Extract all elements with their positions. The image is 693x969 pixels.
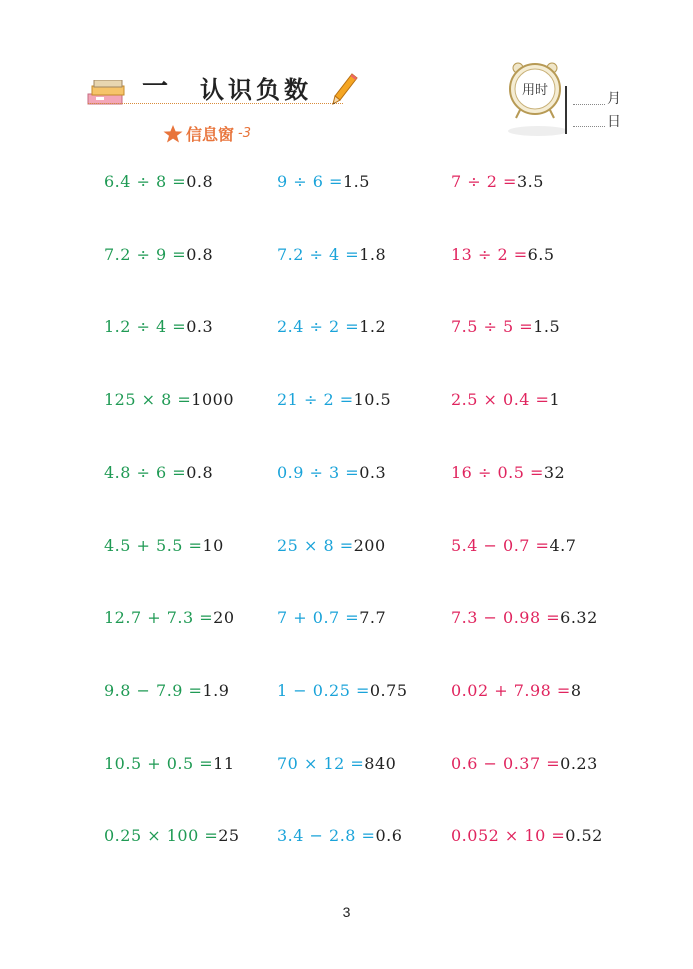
chapter-title: 认识负数 <box>200 76 312 104</box>
problem-question: 0.052 × 10 = <box>451 826 566 846</box>
date-divider <box>565 86 567 134</box>
problem-question: 7.2 ÷ 4 = <box>277 244 360 264</box>
problem-answer: 10.5 <box>353 390 392 410</box>
problem-answer: 25 <box>218 826 240 846</box>
problem-answer: 1.2 <box>359 317 387 337</box>
problem-answer: 0.75 <box>369 680 408 700</box>
problem-answer: 6.32 <box>560 608 598 628</box>
problem-answer: 1.8 <box>359 244 387 264</box>
problem-question: 21 ÷ 2 = <box>277 390 354 410</box>
problem-answer: 1.5 <box>533 317 561 337</box>
problem-answer: 0.8 <box>186 172 214 191</box>
problem-question: 6.4 ÷ 8 = <box>104 172 187 191</box>
problem-item <box>277 463 386 482</box>
problem-answer: 0.3 <box>359 462 387 482</box>
chapter-number: 一 <box>142 72 169 102</box>
problem-item <box>277 608 386 627</box>
problem-answer: 6.5 <box>527 244 555 264</box>
problem-answer: 7.7 <box>359 608 387 628</box>
problem-question: 13 ÷ 2 = <box>451 244 528 264</box>
problem-item <box>104 608 235 627</box>
day-line <box>573 126 605 127</box>
problem-item <box>277 826 402 845</box>
problem-item <box>451 172 544 191</box>
problem-question: 125 × 8 = <box>104 390 192 410</box>
problem-answer: 1000 <box>191 390 235 410</box>
problem-question: 7 + 0.7 = <box>277 608 360 628</box>
problem-question: 0.9 ÷ 3 = <box>277 462 360 482</box>
problem-answer: 0.8 <box>186 244 214 264</box>
problem-item <box>451 681 582 700</box>
problem-question: 0.6 − 0.37 = <box>451 753 561 773</box>
problem-item <box>277 245 386 264</box>
problem-question: 4.5 + 5.5 = <box>104 535 203 555</box>
time-used-label: 用时 <box>521 83 548 98</box>
problem-item <box>104 245 213 264</box>
problem-answer: 11 <box>213 753 235 773</box>
problem-item <box>104 536 224 555</box>
problem-item <box>104 826 240 845</box>
problem-answer: 0.3 <box>186 317 214 337</box>
problem-item <box>451 390 560 409</box>
problem-question: 1.2 ÷ 4 = <box>104 317 187 337</box>
problem-item <box>451 608 598 627</box>
problem-item <box>451 245 555 264</box>
problem-answer: 4.7 <box>549 535 577 555</box>
month-label: 月 <box>607 91 621 107</box>
problem-answer: 0.6 <box>375 826 403 846</box>
problem-answer: 1.9 <box>202 680 230 700</box>
problem-question: 16 ÷ 0.5 = <box>451 462 544 482</box>
problem-answer: 0.52 <box>565 826 603 846</box>
problem-question: 2.4 ÷ 2 = <box>277 317 360 337</box>
title-underline <box>88 103 343 104</box>
problem-answer: 200 <box>353 535 386 555</box>
problem-answer: 1 <box>549 390 561 410</box>
problem-item <box>451 826 603 845</box>
problem-question: 7.2 ÷ 9 = <box>104 244 187 264</box>
problem-question: 1 − 0.25 = <box>277 680 370 700</box>
problem-question: 10.5 + 0.5 = <box>104 753 214 773</box>
problem-question: 9 ÷ 6 = <box>277 172 343 191</box>
day-label: 日 <box>607 114 621 130</box>
info-window-text: 信息窗 <box>186 125 235 144</box>
problem-question: 7.5 ÷ 5 = <box>451 317 534 337</box>
problem-item <box>277 172 370 191</box>
problem-question: 25 × 8 = <box>277 535 354 555</box>
problem-item <box>104 390 234 409</box>
problem-answer: 32 <box>543 462 566 482</box>
date-field <box>565 86 625 134</box>
problem-question: 70 × 12 = <box>277 753 365 773</box>
problem-item <box>451 463 565 482</box>
problem-question: 2.5 × 0.4 = <box>451 390 550 410</box>
problem-question: 0.02 + 7.98 = <box>451 680 571 700</box>
problem-question: 9.8 − 7.9 = <box>104 680 203 700</box>
problem-answer: 10 <box>202 535 224 555</box>
problem-answer: 3.5 <box>516 172 544 191</box>
problem-answer: 840 <box>364 753 397 773</box>
problem-item <box>277 754 396 773</box>
info-window-number: -3 <box>238 126 251 141</box>
problem-item <box>451 536 576 555</box>
problem-item <box>277 317 386 336</box>
problem-item <box>104 317 213 336</box>
problem-item <box>104 463 213 482</box>
problem-item <box>277 390 391 409</box>
problem-question: 0.25 × 100 = <box>104 826 219 846</box>
problem-item <box>104 172 213 191</box>
problem-item <box>104 681 229 700</box>
problem-answer: 0.23 <box>560 753 598 773</box>
problem-question: 4.8 ÷ 6 = <box>104 462 187 482</box>
problem-question: 5.4 − 0.7 = <box>451 535 550 555</box>
problem-answer: 0.8 <box>186 462 214 482</box>
star-icon <box>162 124 184 144</box>
problem-item <box>104 754 235 773</box>
page-header <box>0 0 693 150</box>
page-number: 3 <box>342 904 351 920</box>
problem-item <box>277 536 386 555</box>
pencil-icon <box>332 72 358 106</box>
problem-question: 7.3 − 0.98 = <box>451 608 561 628</box>
problem-answer: 20 <box>213 608 235 628</box>
problem-item <box>451 754 598 773</box>
problem-answer: 1.5 <box>342 172 370 191</box>
problem-answer: 8 <box>570 680 582 700</box>
problem-question: 3.4 − 2.8 = <box>277 826 376 846</box>
info-window-label <box>162 122 251 145</box>
problem-question: 7 ÷ 2 = <box>451 172 517 191</box>
alarm-clock-icon <box>506 60 566 140</box>
problem-item <box>451 317 560 336</box>
month-line <box>573 104 605 105</box>
problem-item <box>277 681 408 700</box>
problem-question: 12.7 + 7.3 = <box>104 608 214 628</box>
